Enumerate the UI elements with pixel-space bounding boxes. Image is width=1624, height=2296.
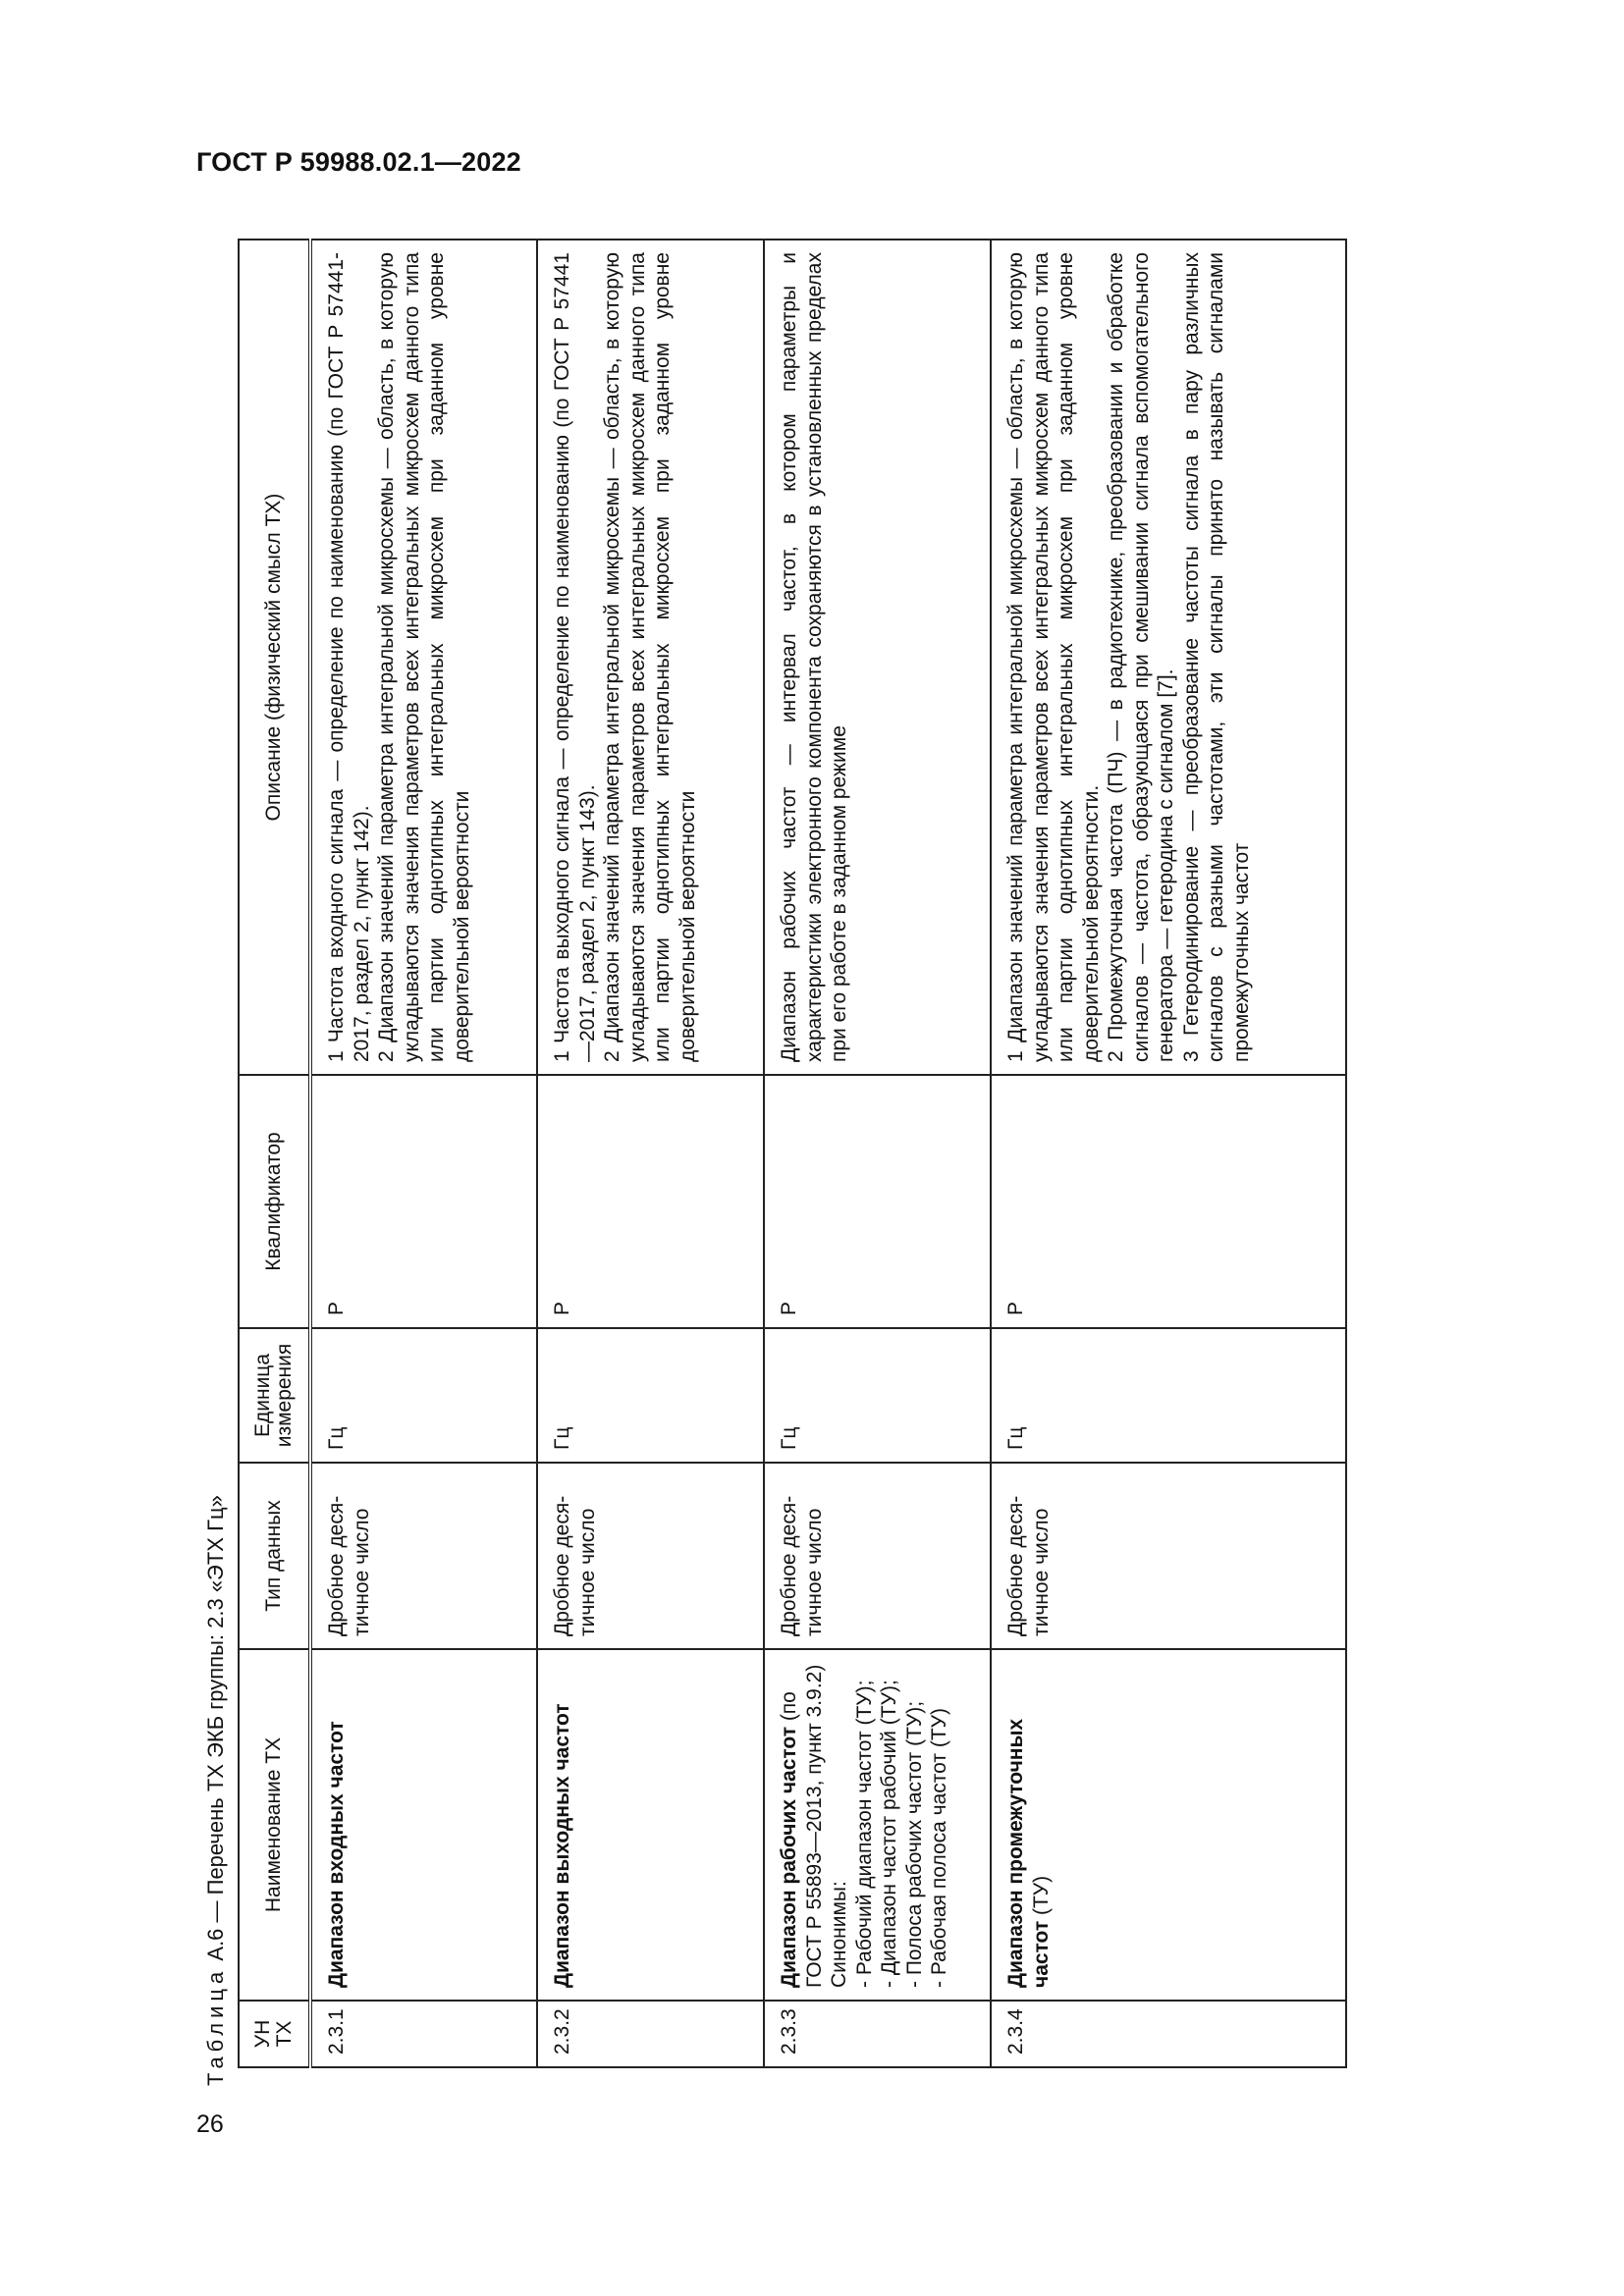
row-description: [537, 240, 764, 1075]
table-caption: [194, 1495, 238, 2086]
row-id: 2.3.2: [537, 2001, 764, 2067]
table-row: [991, 240, 1346, 2067]
row-qualifier: Р: [991, 1075, 1346, 1328]
row-data-type: Дробное деся-тичное число: [537, 1463, 764, 1649]
description-item: 1 Частота входного сигнала — определение по наименованию (по ГОСТ Р 57441-2017, раздел 2, пункт 142).: [325, 252, 373, 1062]
table-row: [310, 240, 537, 2067]
col-header-id: УН ТХ: [239, 2001, 310, 2067]
description-item: 2 Диапазон значений параметра интегральной микросхемы — область, в которую укладываются значения параметров всех интегральных микросхем данного типа или партии однотипных интегральных микросхем при заданном уровне доверительной вероятности: [375, 252, 473, 1062]
caption-text: А.6 — Перечень ТХ ЭКБ группы: 2.3 «ЭТХ Гц»: [203, 1495, 228, 1961]
row-unit: Гц: [310, 1328, 537, 1463]
document-code: ГОСТ Р 59988.02.1—2022: [196, 147, 521, 177]
row-description: [991, 240, 1346, 1075]
row-unit: Гц: [991, 1328, 1346, 1463]
row-name-bold: Диапазон выходных частот: [551, 1703, 573, 1988]
page-number: 26: [196, 2110, 224, 2138]
row-id: 2.3.3: [764, 2001, 991, 2067]
synonyms-label: Синонимы:: [828, 1881, 850, 1988]
description-item: 1 Частота выходного сигнала — определение по наименованию (по ГОСТ Р 57441—2017, раздел 2, пункт 143).: [551, 252, 599, 1062]
row-name: [310, 1649, 537, 2001]
table-header-row: [239, 240, 310, 2067]
row-name-rest: (по ГОСТ Р 55893—2013, пункт 3.9.2): [778, 1664, 826, 1988]
synonym-item: - Рабочая полоса частот (ТУ): [928, 1708, 950, 1988]
rotated-table-area: [194, 240, 1365, 2086]
synonym-item: - Диапазон частот рабочий (ТУ);: [878, 1680, 900, 1988]
row-qualifier: Р: [764, 1075, 991, 1328]
row-data-type: Дробное деся-тичное число: [310, 1463, 537, 1649]
row-name-bold: Диапазон входных частот: [325, 1721, 348, 1988]
row-name: [991, 1649, 1346, 2001]
row-data-type: Дробное деся-тичное число: [991, 1463, 1346, 1649]
row-id: 2.3.4: [991, 2001, 1346, 2067]
row-unit: Гц: [537, 1328, 764, 1463]
table-row: [537, 240, 764, 2067]
col-header-description: Описание (физический смысл ТХ): [239, 240, 310, 1075]
description-item: Диапазон рабочих частот — интервал частот, в котором параметры и характеристики электронного компонента сохраняются в установленных пределах при его работе в заданном режиме: [778, 252, 850, 1062]
synonym-item: - Рабочий диапазон частот (ТУ);: [852, 1680, 876, 1988]
row-description: [764, 240, 991, 1075]
row-data-type: Дробное деся-тичное число: [764, 1463, 991, 1649]
row-name-bold: Диапазон промежуточных частот: [1004, 1718, 1053, 1988]
description-item: 2 Диапазон значений параметра интегральной микросхемы — область, в которую укладываются значения параметров всех интегральных микросхем данного типа или партии однотипных интегральных микросхем при заданном уровне доверительной вероятности: [601, 252, 699, 1062]
caption-prefix: Таблица: [203, 1966, 228, 2086]
description-item: 3 Гетеродинирование — преобразование частоты сигнала в пару различных сигналов с разными частотами, эти сигналы принято называть сигналами промежуточных частот: [1179, 252, 1253, 1062]
row-qualifier: Р: [537, 1075, 764, 1328]
row-name: [537, 1649, 764, 2001]
table-row: [764, 240, 991, 2067]
description-item: 2 Промежуточная частота (ПЧ) — в радиотехнике, преобразовании и обработке сигналов — частота, образующаяся при смешивании сигнала вспомогательного генератора — гетеродина с сигналом [7].: [1105, 252, 1177, 1062]
synonym-item: - Полоса рабочих частот (ТУ);: [902, 1700, 926, 1988]
row-name-rest: (ТУ): [1029, 1875, 1053, 1921]
col-header-name: Наименование ТХ: [239, 1649, 310, 2001]
row-qualifier: Р: [310, 1075, 537, 1328]
row-name-bold: Диапазон рабочих частот: [778, 1727, 800, 1988]
col-header-data-type: Тип данных: [239, 1463, 310, 1649]
col-header-unit: Единица измерения: [239, 1328, 310, 1463]
row-unit: Гц: [764, 1328, 991, 1463]
row-id: 2.3.1: [310, 2001, 537, 2067]
row-name: [764, 1649, 991, 2001]
characteristics-table: [238, 239, 1347, 2068]
description-item: 1 Диапазон значений параметра интегральной микросхемы — область, в которую укладываются значения параметров всех интегральных микросхем данного типа или партии однотипных интегральных микросхем при заданном уровне доверительной вероятности.: [1004, 252, 1103, 1062]
col-header-qualifier: Квалификатор: [239, 1075, 310, 1328]
row-description: [310, 240, 537, 1075]
